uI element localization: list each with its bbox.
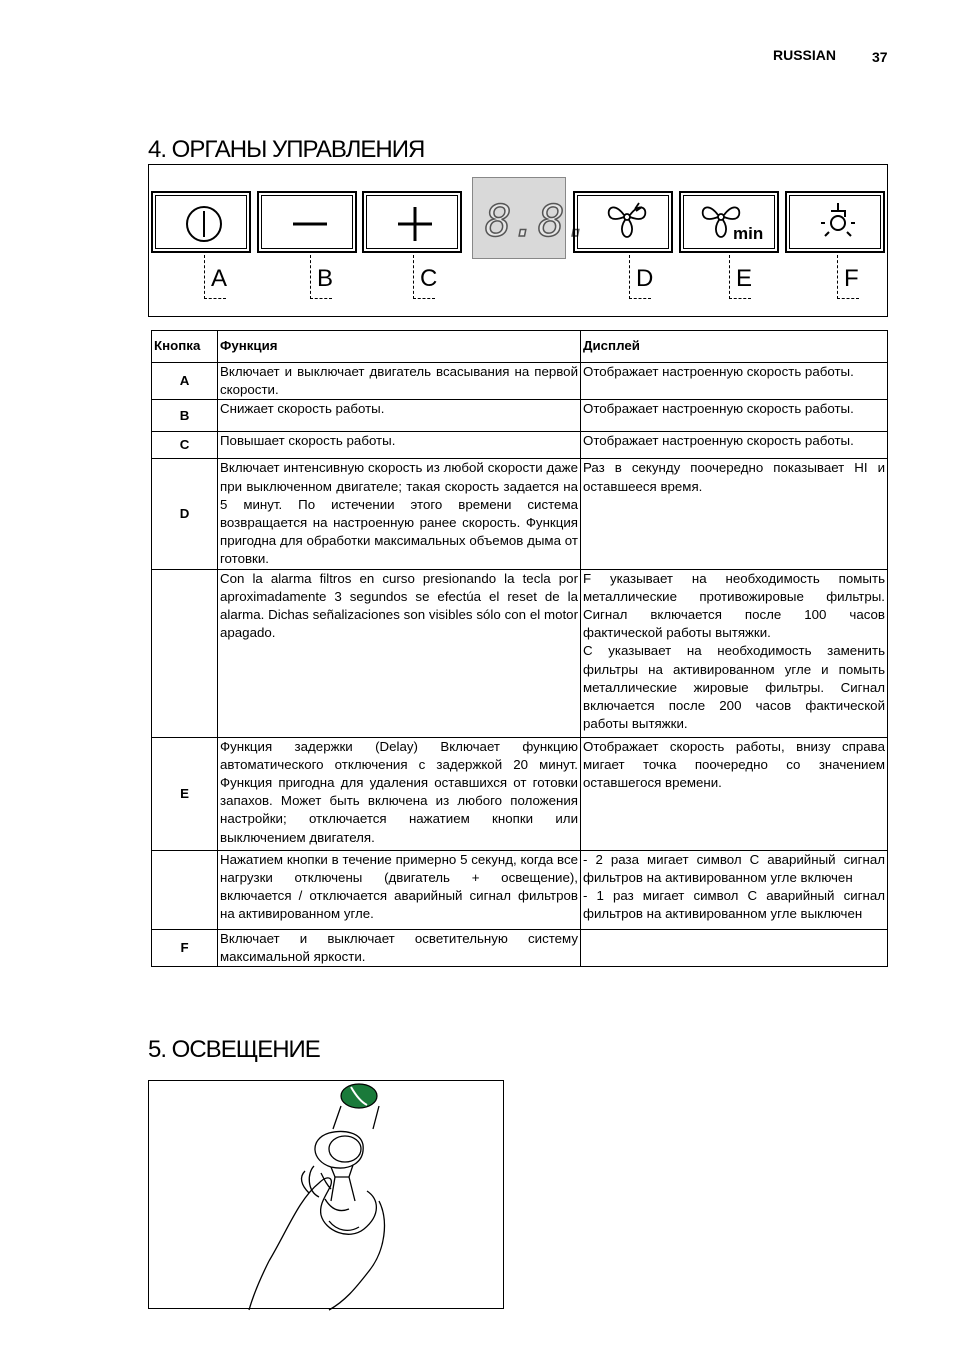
minus-icon <box>259 193 359 255</box>
row-display: - 2 раза мигает символ С аварийный сигнал фильтров на активированном угле включен - 1 раз мигает символ С аварийный сигнал фильтров на активированном угле выключен <box>581 850 888 929</box>
hand-bulb-drawing <box>149 1081 505 1310</box>
label-a: A <box>204 255 226 299</box>
table-row <box>152 569 888 737</box>
controls-table <box>151 330 888 967</box>
fan-min-icon <box>681 193 781 255</box>
row-key: B <box>152 400 218 432</box>
display-digits: 8.8. <box>485 196 591 247</box>
row-function: Включает и выключает осветительную систему максимальной яркости. <box>218 929 581 966</box>
row-display: Отображает настроенную скорость работы. <box>581 363 888 400</box>
light-icon <box>787 193 887 255</box>
label-d: D <box>629 255 651 299</box>
page-header <box>773 47 888 65</box>
section-5-title: 5. ОСВЕЩЕНИЕ <box>148 1036 320 1063</box>
row-key: C <box>152 432 218 459</box>
row-display <box>581 929 888 966</box>
row-key <box>152 850 218 929</box>
label-c: C <box>413 255 435 299</box>
plus-icon <box>364 193 464 255</box>
button-a <box>151 191 251 253</box>
row-key: F <box>152 929 218 966</box>
row-key: D <box>152 459 218 569</box>
fan-boost-icon <box>575 193 675 255</box>
bulb-replacement-illustration <box>148 1080 504 1309</box>
row-function: Снижает скорость работы. <box>218 400 581 432</box>
page-number: 37 <box>872 49 888 65</box>
row-function: Включает и выключает двигатель всасывания на первой скорости. <box>218 363 581 400</box>
row-key: E <box>152 737 218 850</box>
seven-segment-display <box>472 177 591 259</box>
button-e <box>679 191 779 253</box>
row-display: Отображает настроенную скорость работы. <box>581 432 888 459</box>
button-b <box>257 191 357 253</box>
table-row <box>152 929 888 966</box>
table-row <box>152 400 888 432</box>
table-row <box>152 737 888 850</box>
control-panel-diagram <box>148 164 888 317</box>
label-b: B <box>310 255 332 299</box>
min-label: min <box>733 224 764 243</box>
row-function: Функция задержки (Delay) Включает функцию автоматического отключения с задержкой 20 минут. Функция пригодна для удаления оставшихся от готовки запахов. Может быть включена из любого положения настройки; отключается нажатием кнопки или выключением двигателя. <box>218 737 581 850</box>
green-cap-icon <box>341 1084 377 1108</box>
table-row <box>152 459 888 569</box>
row-display: Раз в секунду поочередно показывает HI и оставшееся время. <box>581 459 888 569</box>
table-row <box>152 432 888 459</box>
row-function: Повышает скорость работы. <box>218 432 581 459</box>
table-header-row <box>152 331 888 363</box>
button-f <box>785 191 885 253</box>
table-row <box>152 363 888 400</box>
row-display: F указывает на необходимость помыть металлические противожировые фильтры. Сигнал включается после 100 часов фактической работы вытяжки. С указывает на необходимость заменить фильтры на активированном угле и помыть металлические жировые фильтры. Сигнал включается после 200 часов фактической работы вытяжки. <box>581 569 888 737</box>
button-c <box>362 191 462 253</box>
label-f: F <box>837 255 859 299</box>
row-key <box>152 569 218 737</box>
row-function: Con la alarma filtros en curso presionando la tecla por aproximadamente 3 segundos se efectúa el reset de la alarma. Dichas señalizaciones son visibles sólo con el motor apagado. <box>218 569 581 737</box>
row-function: Нажатием кнопки в течение примерно 5 секунд, когда все нагрузки отключены (двигатель + освещение), включается / отключается аварийный сигнал фильтров на активированном угле. <box>218 850 581 929</box>
language-label: RUSSIAN <box>773 47 837 63</box>
header-key: Кнопка <box>152 331 218 363</box>
power-icon <box>153 193 253 255</box>
header-display: Дисплей <box>581 331 888 363</box>
row-key: A <box>152 363 218 400</box>
button-d <box>573 191 673 253</box>
header-function: Функция <box>218 331 581 363</box>
row-display: Отображает скорость работы, внизу справа мигает точка поочередно со значением оставшегося времени. <box>581 737 888 850</box>
table-row <box>152 850 888 929</box>
row-function: Включает интенсивную скорость из любой скорости даже при выключенном двигателе; такая скорость задается на 5 минут. По истечении этого времени система возвращается на настроенную ранее скорость. Функция пригодна для обработки максимальных объемов дыма от готовки. <box>218 459 581 569</box>
row-display: Отображает настроенную скорость работы. <box>581 400 888 432</box>
section-4-title: 4. ОРГАНЫ УПРАВЛЕНИЯ <box>148 136 425 163</box>
label-e: E <box>729 255 751 299</box>
